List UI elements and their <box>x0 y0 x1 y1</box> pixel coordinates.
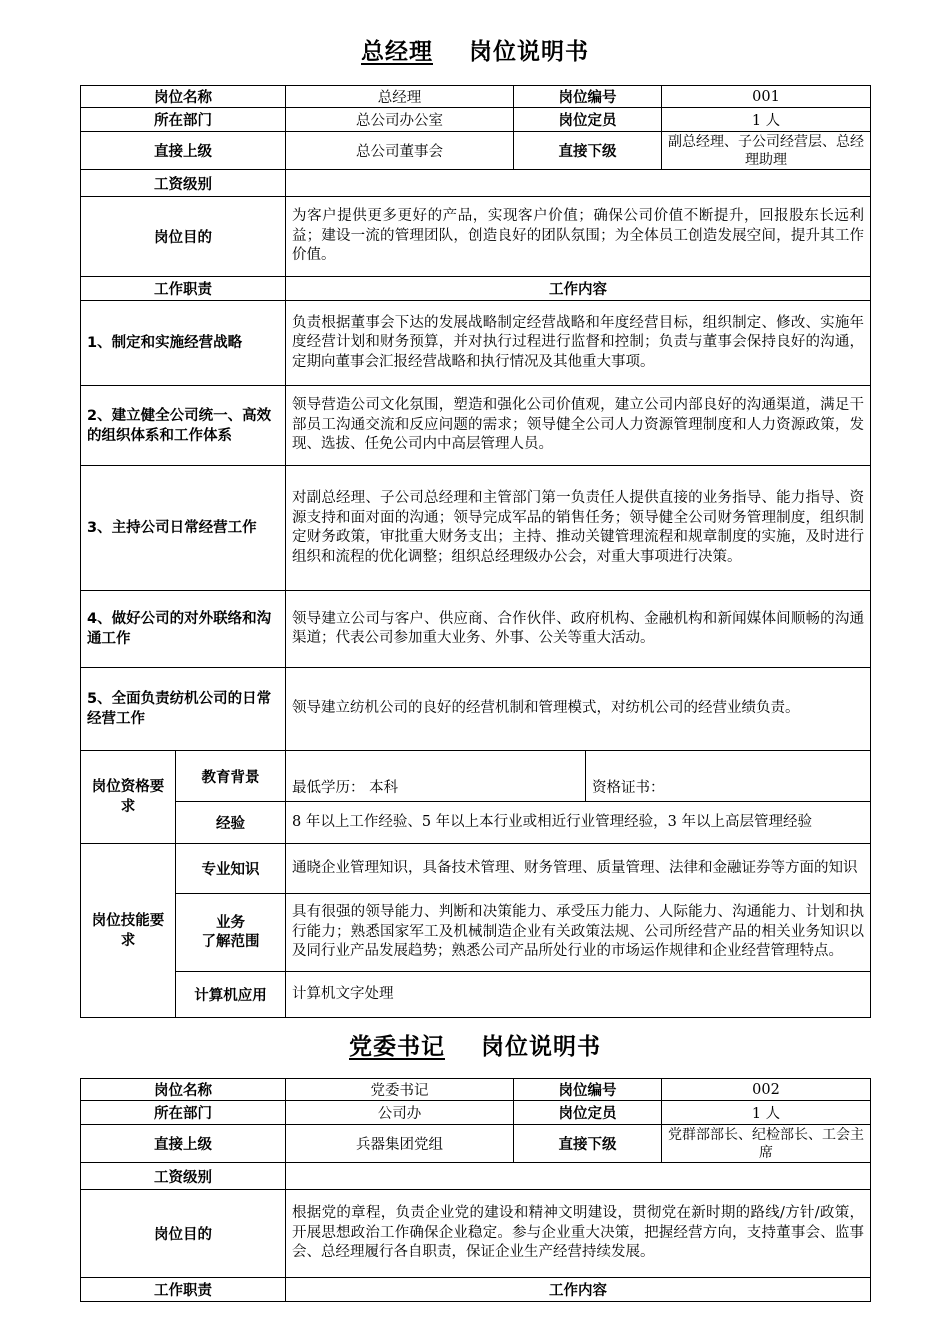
value-purpose: 根据党的章程，负责企业党的建设和精神文明建设，贯彻党在新时期的路线/方针/政策，开展思想政治工作确保企业稳定。参与企业重大决策，把握经营方向，支持董事会、监事会、总经理履行各自职责，保证企业生产经营持续发展。 <box>286 1190 871 1278</box>
label-content: 工作内容 <box>286 277 871 301</box>
value-subordinate: 副总经理、子公司经营层、总经理助理 <box>662 132 871 170</box>
duty-title-5: 5、全面负责纺机公司的日常经营工作 <box>81 668 286 751</box>
label-salary: 工资级别 <box>81 1163 286 1190</box>
doc1-title <box>0 33 950 66</box>
duty-content-3: 对副总经理、子公司总经理和主管部门第一负责任人提供直接的业务指导、能力指导、资源支持和面对面的沟通；领导完成军品的销售任务；领导健全公司财务管理制度，组织制定财务政策，审批重大财务支出；主持、推动关键管理流程和规章制度的实施，及时进行组织和流程的优化调整；组织总经理级办公会，对重大事项进行决策。 <box>286 466 871 591</box>
label-position-no: 岗位编号 <box>514 1079 662 1101</box>
label-experience: 经验 <box>176 802 286 844</box>
value-knowledge: 通晓企业管理知识，具备技术管理、财务管理、质量管理、法律和金融证券等方面的知识 <box>286 844 871 894</box>
label-computer: 计算机应用 <box>176 972 286 1018</box>
doc2-table <box>80 1078 871 1302</box>
value-position-no: 002 <box>662 1079 871 1101</box>
label-superior: 直接上级 <box>81 1125 286 1163</box>
skills-group-label: 岗位技能要求 <box>81 844 176 1018</box>
duty-content-1: 负责根据董事会下达的发展战略制定经营战略和年度经营目标，组织制定、修改、实施年度经营计划和财务预算，并对执行过程进行监督和控制；负责与董事会保持良好的沟通，定期向董事会汇报经营战略和执行情况及其他重大事项。 <box>286 301 871 386</box>
label-salary: 工资级别 <box>81 170 286 197</box>
label-knowledge: 专业知识 <box>176 844 286 894</box>
value-computer: 计算机文字处理 <box>286 972 871 1018</box>
label-business-scope <box>176 894 286 972</box>
value-salary <box>286 170 871 197</box>
label-department: 所在部门 <box>81 1101 286 1125</box>
doc1-table <box>80 85 871 1018</box>
label-department: 所在部门 <box>81 108 286 132</box>
label-business-line1: 业务 <box>216 914 245 931</box>
value-superior: 总公司董事会 <box>286 132 514 170</box>
duty-content-2: 领导营造公司文化氛围，塑造和强化公司价值观，建立公司内部良好的沟通渠道，满足干部员工沟通交流和反应问题的需求；领导健全公司人力资源管理制度和人力资源政策，发现、选拔、任免公司内中高层管理人员。 <box>286 386 871 466</box>
label-headcount: 岗位定员 <box>514 108 662 132</box>
value-business-scope: 具有很强的领导能力、判断和决策能力、承受压力能力、人际能力、沟通能力、计划和执行能力；熟悉国家军工及机械制造企业有关政策法规、公司所经营产品的相关业务知识以及同行业产品发展趋势；熟悉公司产品所处行业的市场运作规律和企业经营管理特点。 <box>286 894 871 972</box>
duty-title-2: 2、建立健全公司统一、高效的组织体系和工作体系 <box>81 386 286 466</box>
duty-title-3: 3、主持公司日常经营工作 <box>81 466 286 591</box>
duty-content-5: 领导建立纺机公司的良好的经营机制和管理模式，对纺机公司的经营业绩负责。 <box>286 668 871 751</box>
label-duty: 工作职责 <box>81 277 286 301</box>
value-department: 总公司办公室 <box>286 108 514 132</box>
value-purpose: 为客户提供更多更好的产品，实现客户价值；确保公司价值不断提升，回报股东长远利益；建设一流的管理团队，创造良好的团队氛围；为全体员工创造发展空间，提升其工作价值。 <box>286 197 871 277</box>
label-position-no: 岗位编号 <box>514 86 662 108</box>
label-headcount: 岗位定员 <box>514 1101 662 1125</box>
label-content: 工作内容 <box>286 1278 871 1302</box>
label-position-name: 岗位名称 <box>81 86 286 108</box>
value-position-name: 党委书记 <box>286 1079 514 1101</box>
label-subordinate: 直接下级 <box>514 1125 662 1163</box>
label-position-name: 岗位名称 <box>81 1079 286 1101</box>
label-superior: 直接上级 <box>81 132 286 170</box>
value-salary <box>286 1163 871 1190</box>
value-certificate: 资格证书： <box>586 751 871 802</box>
doc2-title-suffix: 岗位说明书 <box>481 1034 601 1060</box>
duty-title-1: 1、制定和实施经营战略 <box>81 301 286 386</box>
label-business-line2: 了解范围 <box>201 933 260 950</box>
doc2-title <box>0 1028 950 1061</box>
label-duty: 工作职责 <box>81 1278 286 1302</box>
doc1-title-name: 总经理 <box>361 39 433 65</box>
label-education: 教育背景 <box>176 751 286 802</box>
doc2-title-name: 党委书记 <box>349 1034 445 1060</box>
value-superior: 兵器集团党组 <box>286 1125 514 1163</box>
label-purpose: 岗位目的 <box>81 197 286 277</box>
value-subordinate: 党群部部长、纪检部长、工会主席 <box>662 1125 871 1163</box>
qualification-group-label: 岗位资格要求 <box>81 751 176 844</box>
value-education: 最低学历： 本科 <box>286 751 586 802</box>
value-experience: 8 年以上工作经验、5 年以上本行业或相近行业管理经验，3 年以上高层管理经验 <box>286 802 871 844</box>
label-subordinate: 直接下级 <box>514 132 662 170</box>
label-purpose: 岗位目的 <box>81 1190 286 1278</box>
doc1-title-suffix: 岗位说明书 <box>469 39 589 65</box>
value-department: 公司办 <box>286 1101 514 1125</box>
value-position-name: 总经理 <box>286 86 514 108</box>
value-headcount: 1 人 <box>662 108 871 132</box>
duty-content-4: 领导建立公司与客户、供应商、合作伙伴、政府机构、金融机构和新闻媒体间顺畅的沟通渠道；代表公司参加重大业务、外事、公关等重大活动。 <box>286 591 871 668</box>
value-headcount: 1 人 <box>662 1101 871 1125</box>
value-position-no: 001 <box>662 86 871 108</box>
duty-title-4: 4、做好公司的对外联络和沟通工作 <box>81 591 286 668</box>
